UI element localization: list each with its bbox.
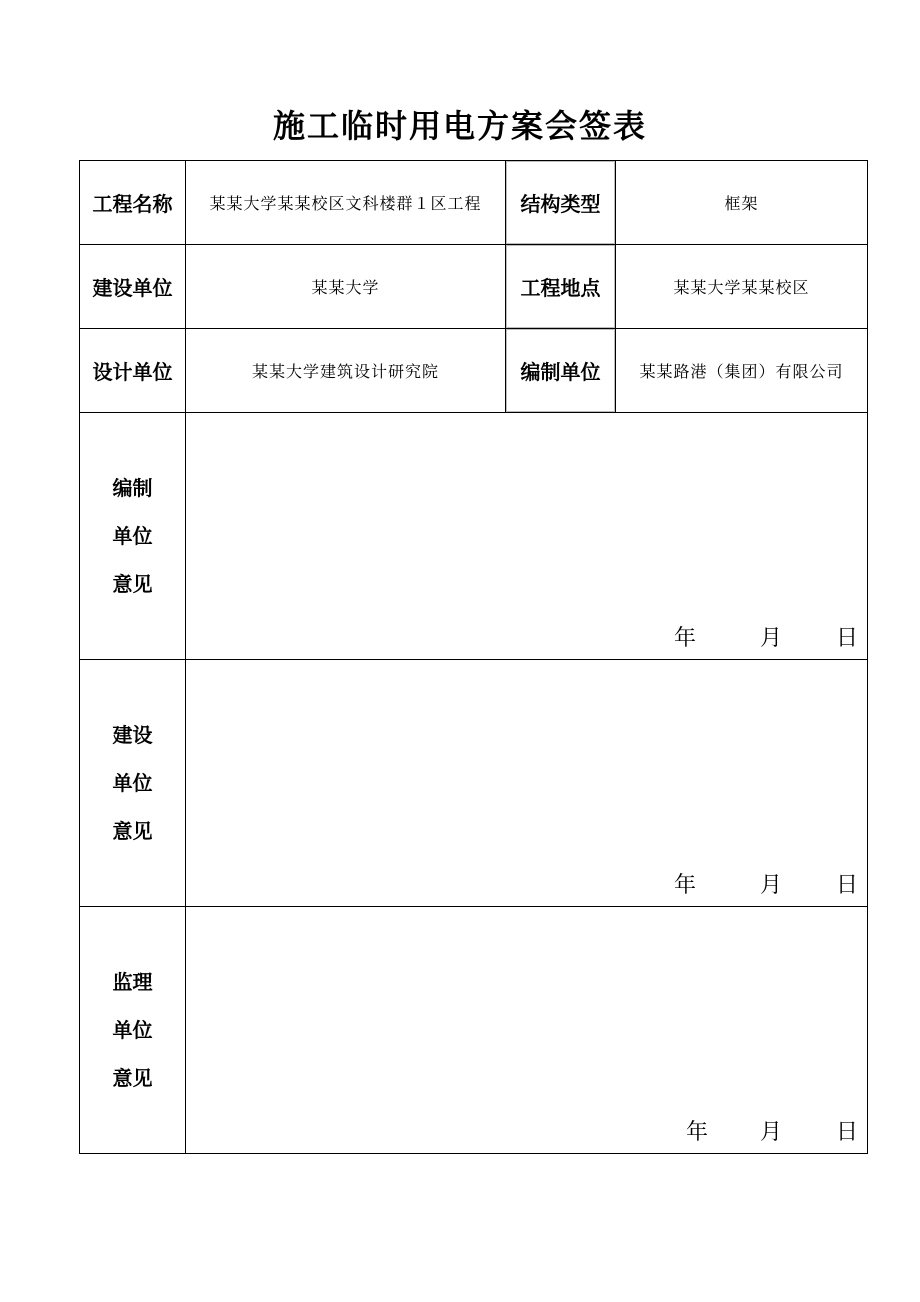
date-day: 日 [836,1120,859,1145]
info-row-owner [80,245,868,329]
owner-unit-label: 建设单位 [80,245,186,329]
date-month: 月 [760,1120,783,1145]
design-unit-value: 某某大学建筑设计研究院 [186,329,506,413]
design-unit-label: 设计单位 [80,329,186,413]
opinion-row-compiling [80,413,868,660]
project-name-value: 某某大学某某校区文科楼群１区工程 [186,161,506,245]
compiling-unit-label: 编制单位 [506,329,616,413]
project-location-label: 工程地点 [506,245,616,329]
date-day: 日 [836,626,859,651]
project-location-value: 某某大学某某校区 [616,245,868,329]
opinion-row-supervision [80,907,868,1154]
date-year: 年 [674,873,697,898]
info-row-project [80,161,868,245]
compiling-unit-value: 某某路港（集团）有限公司 [616,329,868,413]
info-row-design [80,329,868,413]
sign-off-table [79,160,868,1154]
date-day: 日 [836,873,859,898]
supervision-opinion-label: 监理 单位 意见 [80,907,186,1154]
date-month: 月 [760,873,783,898]
date-year: 年 [686,1120,709,1145]
compiling-opinion-label: 编制 单位 意见 [80,413,186,660]
date-month: 月 [760,626,783,651]
owner-opinion-label: 建设 单位 意见 [80,660,186,907]
structure-type-label: 结构类型 [506,161,616,245]
date-year: 年 [674,626,697,651]
form-title: 施工临时用电方案会签表 [272,107,647,145]
structure-type-value: 框架 [616,161,868,245]
owner-opinion-field[interactable] [186,660,868,907]
project-name-label: 工程名称 [80,161,186,245]
owner-unit-value: 某某大学 [186,245,506,329]
opinion-row-owner [80,660,868,907]
compiling-opinion-field[interactable] [186,413,868,660]
supervision-opinion-field[interactable] [186,907,868,1154]
